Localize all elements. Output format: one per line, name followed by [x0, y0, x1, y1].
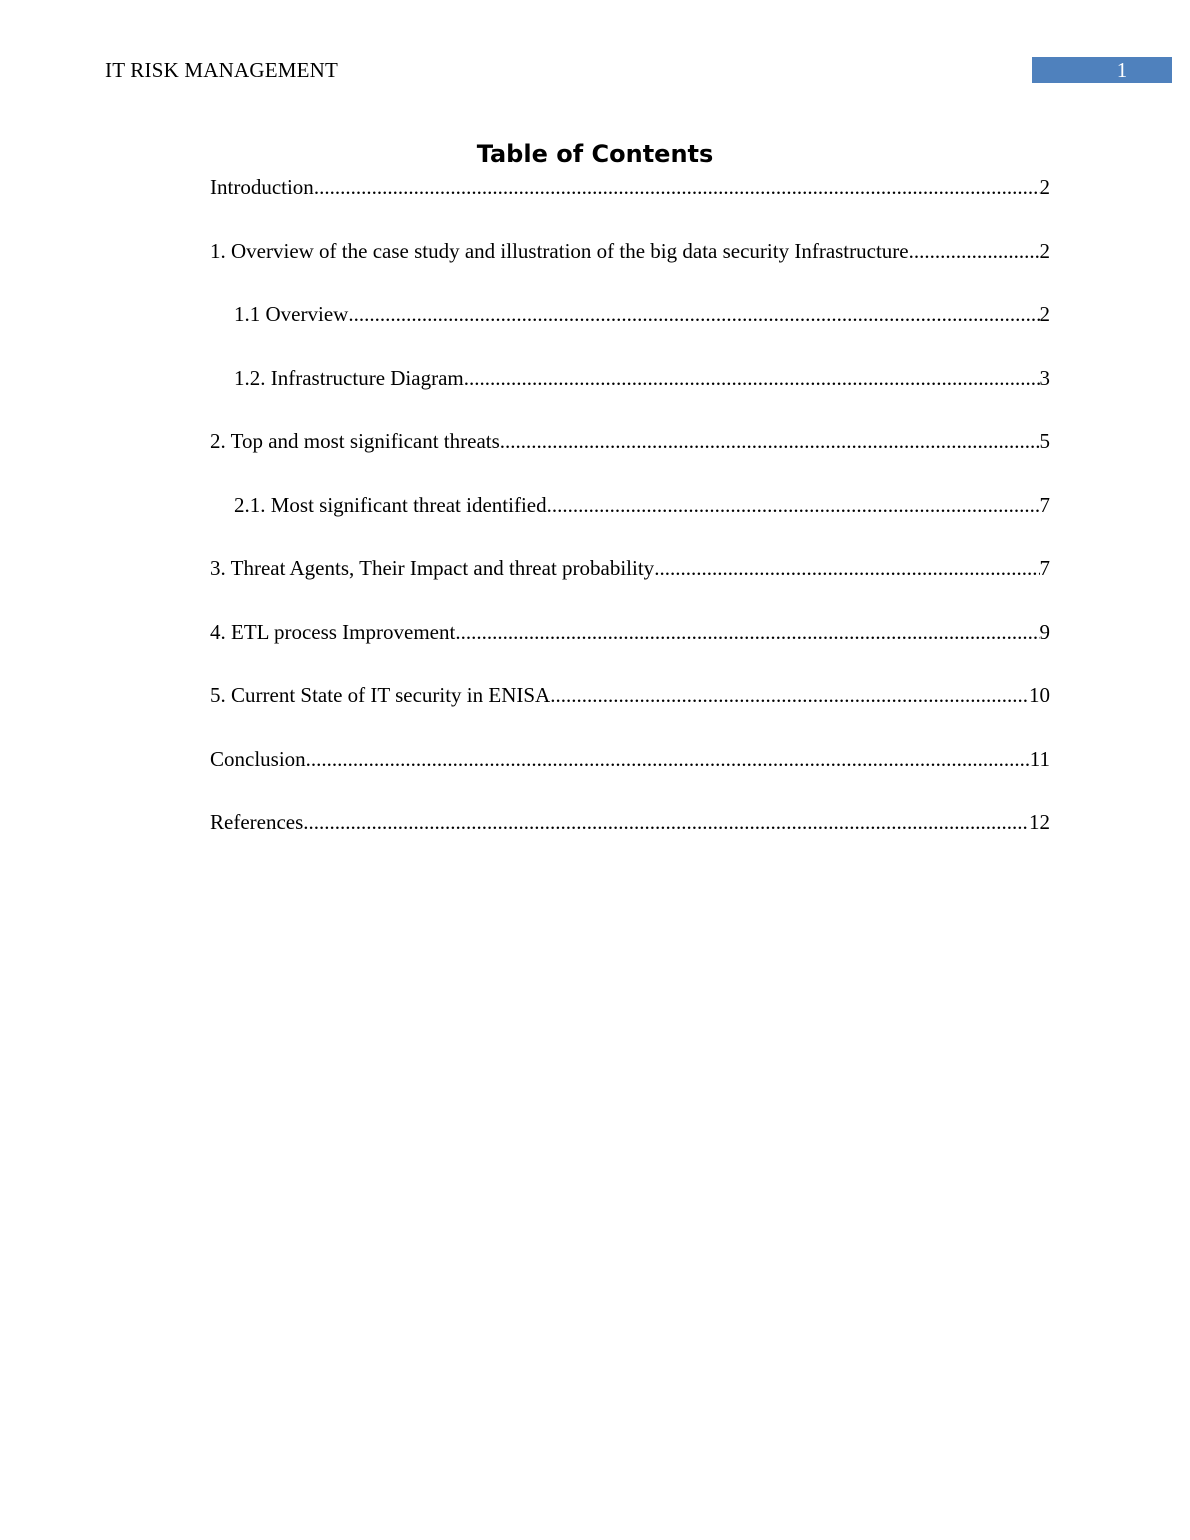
toc-entry-label: 2. Top and most significant threats	[210, 429, 500, 453]
running-header-title: IT RISK MANAGEMENT	[105, 58, 339, 82]
toc-dot-leader	[500, 429, 1040, 454]
toc-entry-section-2[interactable]	[210, 429, 1050, 493]
toc-dot-leader	[455, 620, 1039, 645]
toc-dot-leader	[348, 302, 1039, 327]
toc-entry-page: 3	[1039, 365, 1050, 390]
toc-entry-introduction[interactable]	[210, 175, 1050, 239]
toc-entry-page: 11	[1029, 746, 1050, 771]
toc-entry-page: 9	[1039, 619, 1050, 644]
toc-entry-page: 2	[1039, 175, 1050, 199]
toc-heading: Table of Contents	[476, 140, 714, 168]
toc-dot-leader	[314, 175, 1040, 200]
page-number: 1	[1116, 58, 1128, 82]
toc-dot-leader	[547, 493, 1040, 518]
toc-entry-page: 2	[1039, 302, 1050, 326]
toc-dot-leader	[306, 747, 1030, 772]
toc-entry-label: Introduction	[210, 175, 314, 199]
toc-entry-label: 5. Current State of IT security in ENISA	[210, 683, 551, 707]
toc-entry-page: 10	[1029, 683, 1050, 707]
toc-dot-leader	[909, 239, 1040, 264]
toc-dot-leader	[303, 810, 1029, 835]
toc-entry-section-3[interactable]	[210, 556, 1050, 620]
toc-entry-conclusion[interactable]	[210, 747, 1050, 811]
toc-entry-section-5[interactable]	[210, 683, 1050, 747]
toc-dot-leader	[550, 683, 1029, 708]
toc-entry-label: 1.2. Infrastructure Diagram	[234, 365, 464, 390]
toc-entry-page: 12	[1029, 810, 1050, 834]
toc-entry-page: 7	[1039, 492, 1050, 517]
toc-dot-leader	[654, 556, 1039, 581]
toc-entry-section-2-1[interactable]	[210, 493, 1050, 557]
page-number-badge	[1032, 57, 1172, 83]
toc-entry-section-1[interactable]	[210, 239, 1050, 303]
toc-entry-page: 7	[1039, 556, 1050, 580]
toc-entry-label: 1. Overview of the case study and illustration of the big data security Infrastructure	[210, 238, 909, 263]
toc-entry-references[interactable]	[210, 810, 1050, 874]
toc-entry-label: 4. ETL process Improvement	[210, 619, 456, 644]
toc-entry-label: References	[210, 810, 304, 834]
toc-entry-section-4[interactable]	[210, 620, 1050, 684]
table-of-contents	[210, 175, 1050, 874]
toc-entry-label: 1.1 Overview	[234, 302, 349, 326]
toc-entry-label: 3. Threat Agents, Their Impact and threat probability	[210, 556, 655, 580]
toc-entry-page: 2	[1039, 238, 1050, 263]
toc-entry-section-1-1[interactable]	[210, 302, 1050, 366]
toc-entry-label: Conclusion	[210, 746, 306, 771]
toc-entry-page: 5	[1039, 429, 1050, 453]
toc-entry-label: 2.1. Most significant threat identified	[234, 492, 547, 517]
toc-entry-section-1-2[interactable]	[210, 366, 1050, 430]
toc-dot-leader	[464, 366, 1040, 391]
